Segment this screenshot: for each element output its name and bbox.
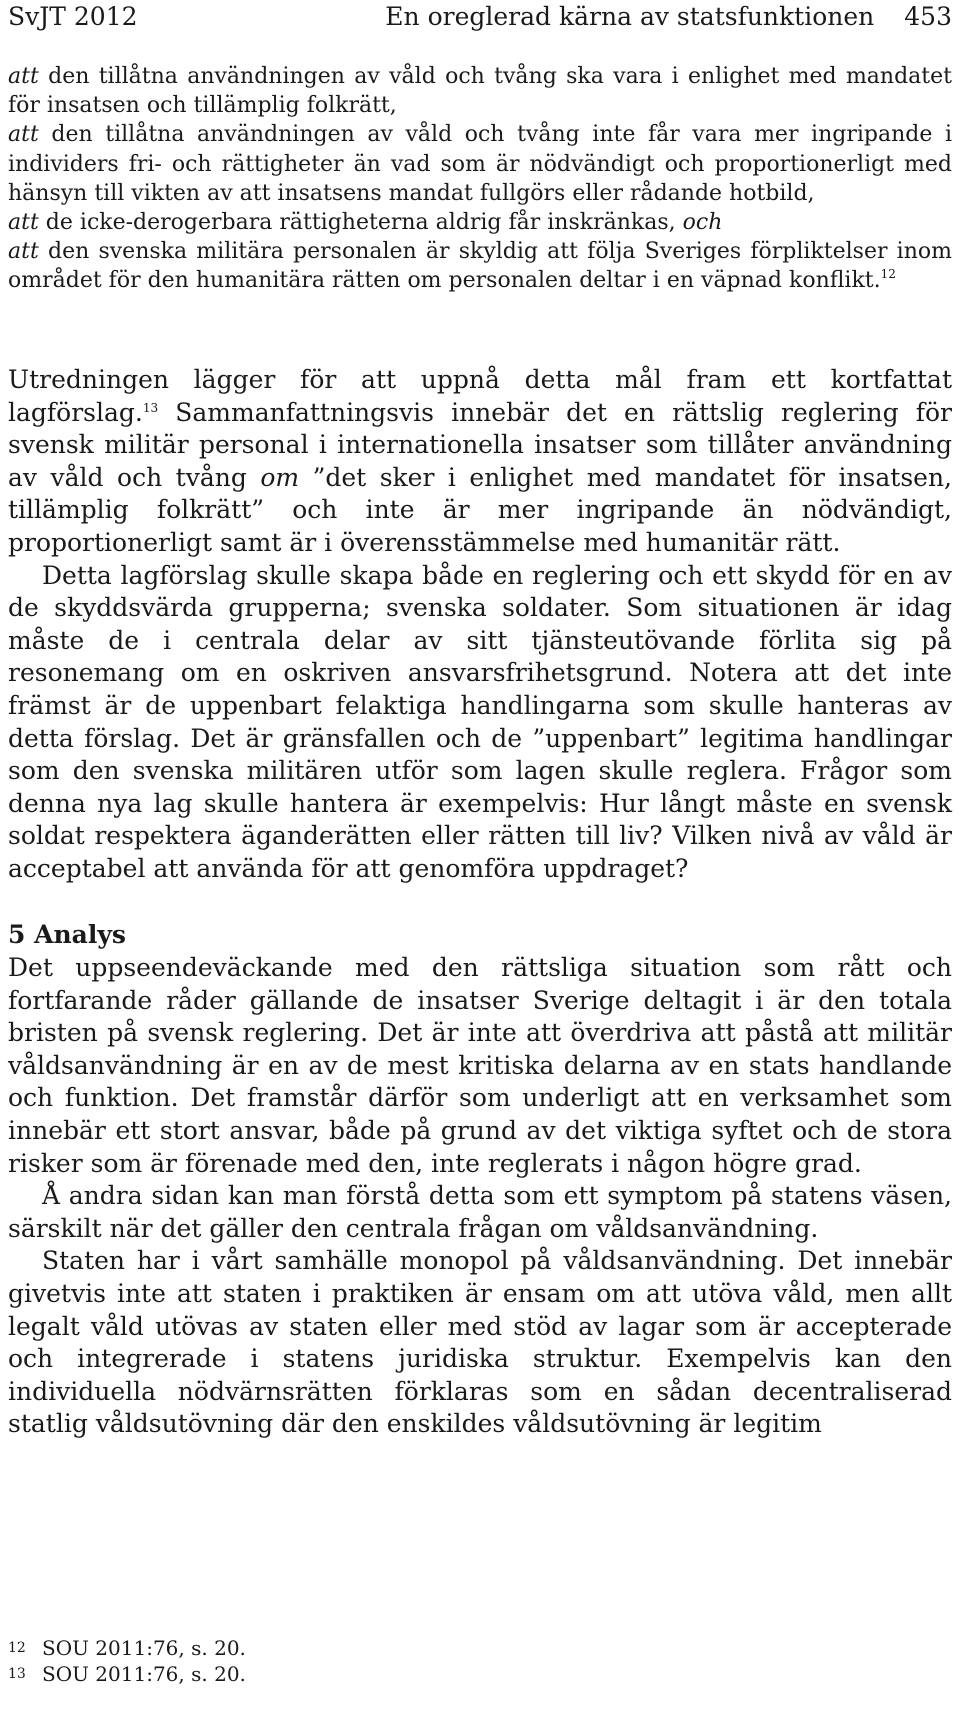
paragraph bbox=[8, 364, 952, 560]
running-title: En oreglerad kärna av statsfunktionen bbox=[385, 2, 875, 31]
section-analys bbox=[8, 918, 952, 1441]
list-item-text: den svenska militära personalen är skyldig att följa Sveriges förpliktelser inom området för den humanitära rätten om personalen deltar i en väpnad konflikt. bbox=[8, 239, 952, 294]
list-item-lead: att bbox=[8, 239, 39, 265]
footnote-number: 12 bbox=[8, 1640, 26, 1656]
running-header bbox=[8, 2, 952, 32]
list-item bbox=[8, 62, 952, 120]
paragraph-text: Utredningen lägger för att uppnå detta mål fram ett kortfattat lagförslag. bbox=[8, 365, 952, 427]
footnote-text: SOU 2011:76, s. 20. bbox=[42, 1636, 246, 1660]
list-item bbox=[8, 120, 952, 208]
list-item bbox=[8, 208, 952, 237]
footnote bbox=[8, 1661, 952, 1687]
paragraph-text: Sammanfattningsvis innebär det en rättslig reglering för svensk militär personal i internationella insatser som tillåter användning av våld och tvång bbox=[8, 397, 952, 492]
list-item-conjunction: och bbox=[682, 210, 723, 236]
requirements-list bbox=[8, 62, 952, 296]
footnotes bbox=[8, 1635, 952, 1687]
list-item-lead: att bbox=[8, 122, 39, 148]
list-item-text: den tillåtna användningen av våld och tvång ska vara i enlighet med mandatet för insatsen och tillämplig folkrätt, bbox=[8, 64, 952, 119]
section-heading: 5 Analys bbox=[8, 920, 126, 949]
list-item bbox=[8, 237, 952, 295]
paragraph-text: ”det sker i enlighet med mandatet för insatsen, tillämplig folkrätt” och inte är mer ingripande än nödvändigt, proportionerligt samt är i överensstämmelse med humanitär rätt. bbox=[8, 462, 952, 557]
footnote-number: 13 bbox=[8, 1666, 26, 1682]
paragraph: Detta lagförslag skulle skapa både en reglering och ett skydd för en av de skyddsvärda grupperna; svenska soldater. Som situationen är idag måste de i centrala delar av sitt tjänsteutövande förlita sig på resonemang om en oskriven ansvarsfrihetsgrund. Notera att det inte främst är de uppenbart felaktiga handlingarna som skulle hanteras av detta förslag. Det är gränsfallen och de ”uppenbart” legitima handlingar som den svenska militären utför som lagen skulle reglera. Frågor som denna nya lag skulle hantera är exempelvis: Hur långt måste en svensk soldat respektera äganderätten eller rätten till liv? Vilken nivå av våld är acceptabel att använda för att genomföra uppdraget? bbox=[8, 560, 952, 883]
list-item-lead: att bbox=[8, 64, 39, 89]
list-item-lead: att bbox=[8, 210, 39, 236]
paragraph: Det uppseendeväckande med den rättsliga situation som rått och fortfarande råder gällande de insatser Sverige deltagit i är den totala bristen på svensk reglering. Det är inte att överdriva att påstå att militär våldsanvändning är en av de mest kritiska delarna av en stats handlande och funktion. Det framstår därför som underligt att en verksamhet som innebär ett stort ansvar, både på grund av det viktiga syftet och de stora risker som är förenade med den, inte reglerats i någon högre grad. bbox=[8, 953, 952, 1178]
journal-label: SvJT 2012 bbox=[8, 2, 138, 31]
paragraph: Å andra sidan kan man förstå detta som ett symptom på statens väsen, särskilt när det gäller den centrala frågan om våldsanvändning. bbox=[8, 1181, 952, 1243]
footnote-ref[interactable]: 12 bbox=[880, 267, 896, 282]
paragraph: Staten har i vårt samhälle monopol på våldsanvändning. Det innebär givetvis inte att staten i praktiken är ensam om att utöva våld, men allt legalt våld utövas av staten eller med stöd av lagar som är accepterade och integrerade i statens juridiska struktur. Exempelvis kan den individuella nödvärnsrätten förklaras som en sådan decentraliserad statlig våldsutövning där den enskildes våldsutövning är legitim bbox=[8, 1246, 952, 1439]
body-text bbox=[8, 364, 952, 886]
footnote-ref[interactable]: 13 bbox=[142, 400, 159, 415]
list-item-text: den tillåtna användningen av våld och tvång inte får vara mer ingripande i individers fri- och rättigheter än vad som är nödvändigt och proportionerligt med hänsyn till vikten av att insatsens mandat fullgörs eller rådande hotbild, bbox=[8, 122, 952, 206]
footnote bbox=[8, 1635, 952, 1661]
emphasis: om bbox=[260, 462, 300, 492]
document-page bbox=[8, 0, 952, 1726]
list-item-text: de icke-derogerbara rättigheterna aldrig får inskränkas, bbox=[38, 210, 683, 236]
footnote-text: SOU 2011:76, s. 20. bbox=[42, 1662, 246, 1686]
page-number: 453 bbox=[904, 2, 952, 31]
